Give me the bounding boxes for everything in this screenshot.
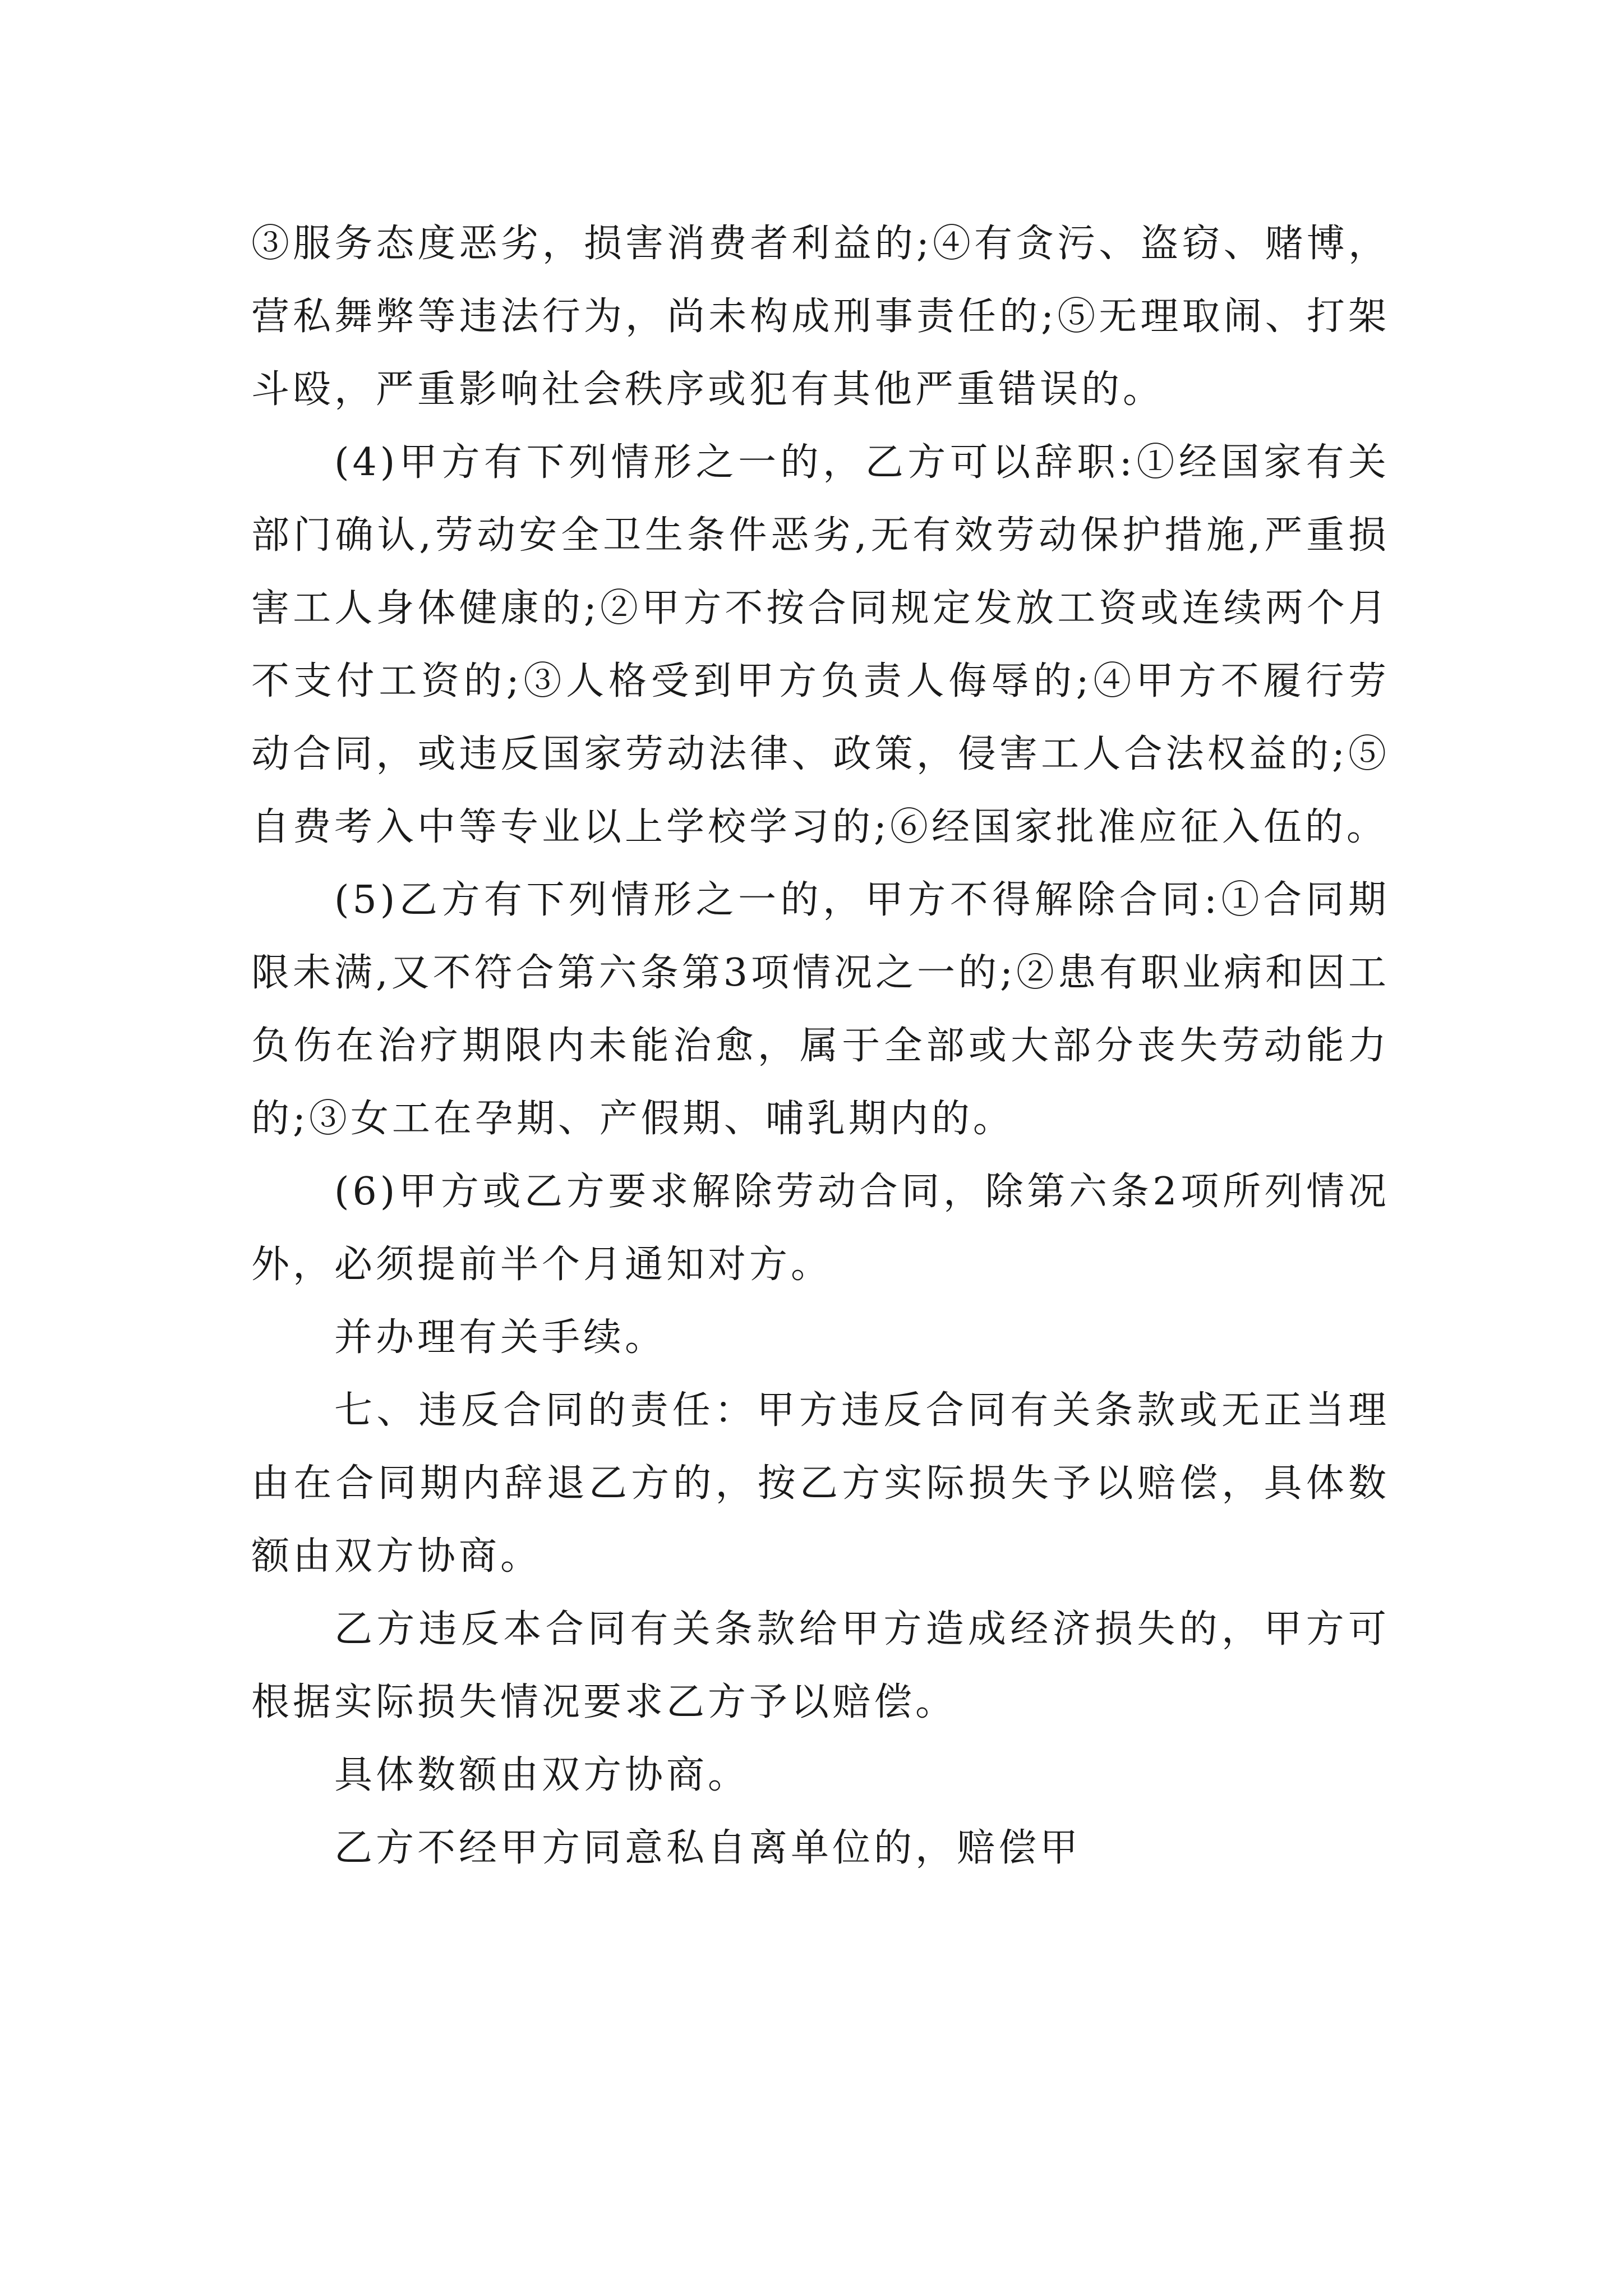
paragraph-breach-liability: 七、违反合同的责任：甲方违反合同有关条款或无正当理由在合同期内辞退乙方的，按乙方实际损失予以赔偿，具体数额由双方协商。 xyxy=(251,1388,1390,1579)
paragraph-procedures: 并办理有关手续。 xyxy=(334,1315,667,1360)
document-body xyxy=(251,208,1390,1885)
paragraph-clause-4: (4)甲方有下列情形之一的，乙方可以辞职:①经国家有关部门确认,劳动安全卫生条件恶劣,无有效劳动保护措施,严重损害工人身体健康的;②甲方不按合同规定发放工资或连续两个月不支付工资的;③人格受到甲方负责人侮辱的;④甲方不履行劳动合同，或违反国家劳动法律、政策，侵害工人合法权益的;⑤自费考入中等专业以上学校学习的;⑥经国家批准应征入伍的。 xyxy=(251,440,1390,849)
paragraph-clause-5: (5)乙方有下列情形之一的，甲方不得解除合同:①合同期限未满,又不符合第六条第3项情况之一的;②患有职业病和因工负伤在治疗期限内未能治愈，属于全部或大部分丧失劳动能力的;③女工在孕期、产假期、哺乳期内的。 xyxy=(251,878,1390,1141)
paragraph-clause-6: (6)甲方或乙方要求解除劳动合同，除第六条2项所列情况外，必须提前半个月通知对方。 xyxy=(251,1170,1390,1287)
paragraph-party-b-breach: 乙方违反本合同有关条款给甲方造成经济损失的，甲方可根据实际损失情况要求乙方予以赔偿。 xyxy=(251,1607,1390,1724)
paragraph-service-attitude: ③服务态度恶劣，损害消费者利益的;④有贪污、盗窃、赌博，营私舞弊等违法行为，尚未构成刑事责任的;⑤无理取闹、打架斗殴，严重影响社会秩序或犯有其他严重错误的。 xyxy=(251,222,1390,412)
paragraph-amount-negotiation: 具体数额由双方协商。 xyxy=(334,1753,750,1797)
paragraph-unauthorized-leave: 乙方不经甲方同意私自离单位的，赔偿甲 xyxy=(334,1826,1082,1870)
